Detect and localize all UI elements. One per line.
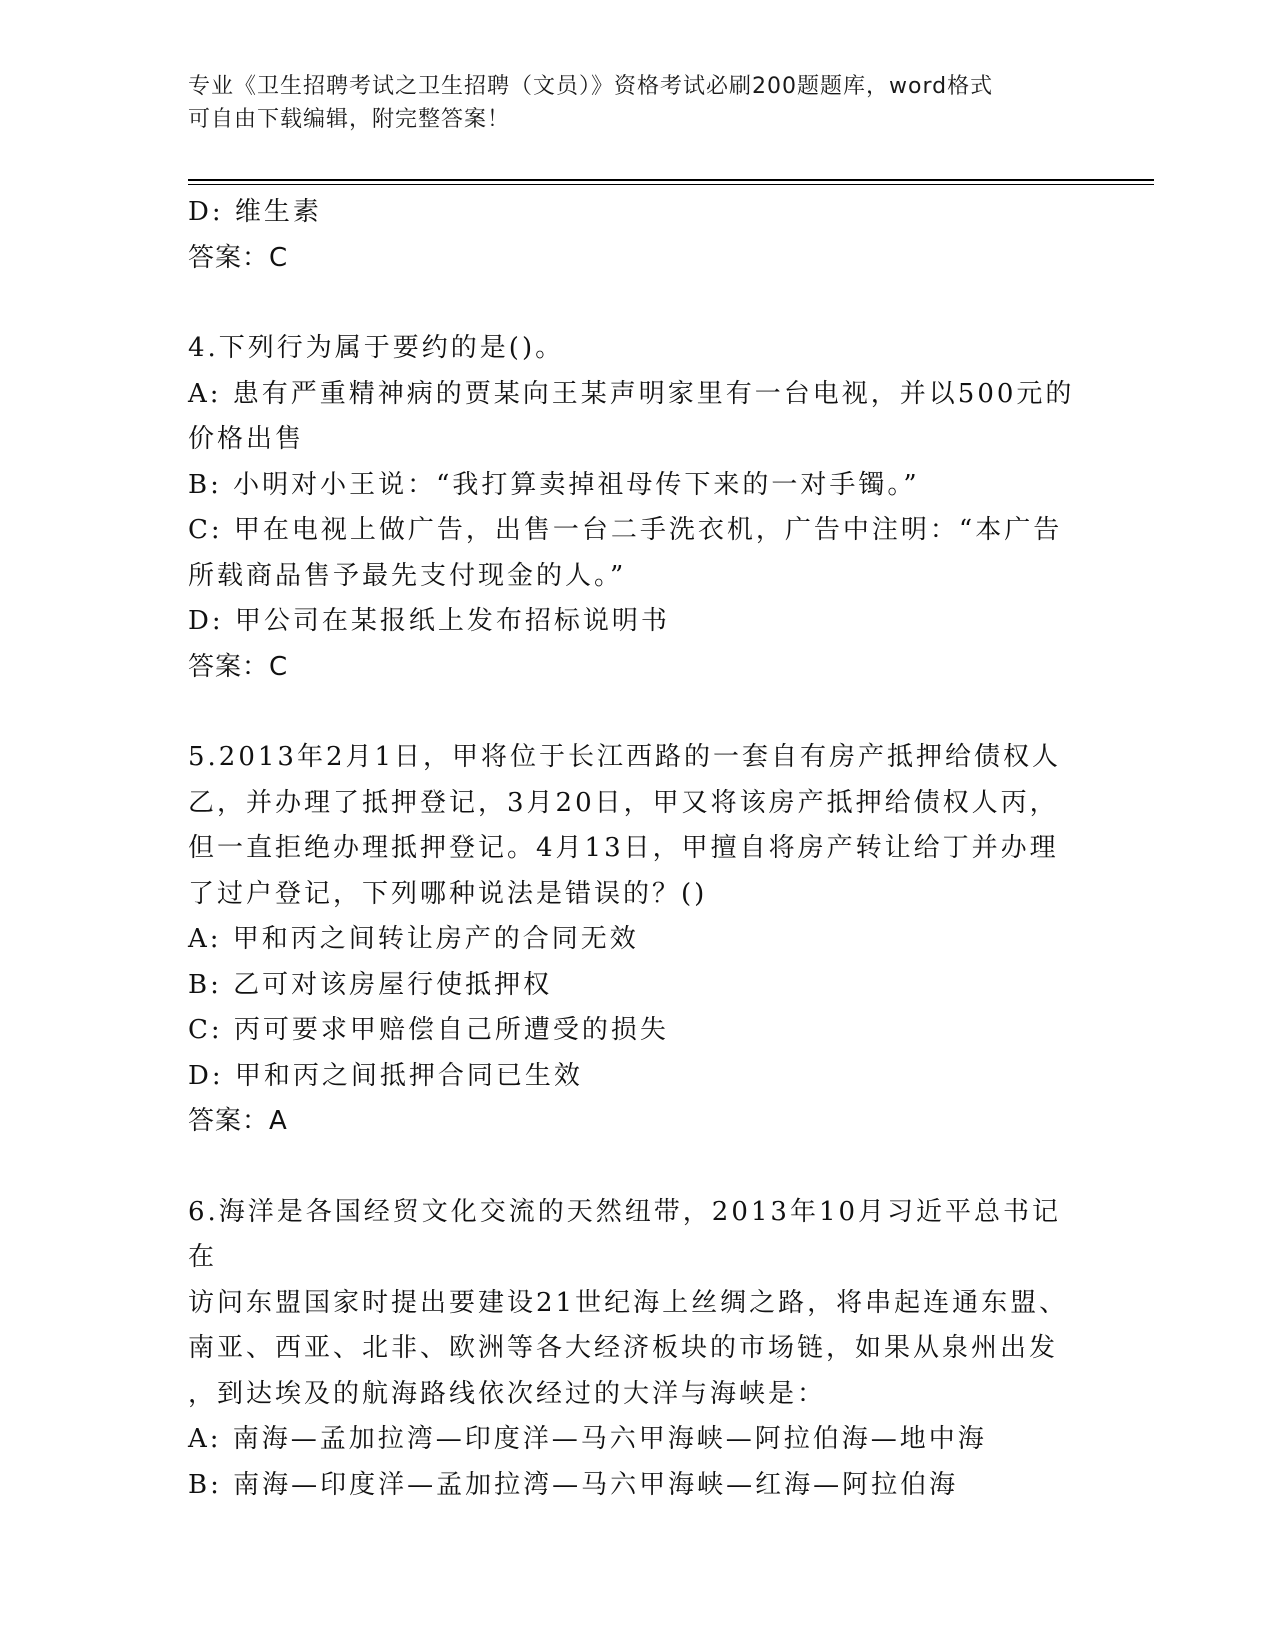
page-header	[188, 70, 1088, 136]
answer: 答案：A	[188, 1106, 288, 1136]
option-a: A: 南海—孟加拉湾—印度洋—马六甲海峡—阿拉伯海—地中海	[188, 1424, 987, 1454]
question-stem-continued: ，到达埃及的航海路线依次经过的大洋与海峡是：	[188, 1378, 827, 1409]
header-divider-thin	[188, 184, 1154, 185]
question-4	[188, 326, 1088, 690]
answer: 答案：C	[188, 242, 289, 273]
option-a: A: 甲和丙之间转让房产的合同无效	[188, 924, 639, 954]
option-d: D: 甲和丙之间抵押合同已生效	[188, 1060, 583, 1091]
question-stem-continued: 但一直拒绝办理抵押登记。4月13日，甲擅自将房产转让给丁并办理	[188, 833, 1059, 863]
header-line-1: 专业《卫生招聘考试之卫生招聘（文员）》资格考试必刷200题题库，word格式	[188, 74, 994, 99]
option-c-continued: 所载商品售予最先支付现金的人。”	[188, 560, 627, 591]
question-stem-continued: 了过户登记，下列哪种说法是错误的？()	[188, 878, 708, 909]
answer: 答案：C	[188, 651, 289, 682]
question-stem-continued: 访问东盟国家时提出要建设21世纪海上丝绸之路，将串起连通东盟、	[188, 1287, 1069, 1318]
question-stem-continued: 乙，并办理了抵押登记，3月20日，甲又将该房产抵押给债权人丙，	[188, 787, 1059, 818]
option-b: B: 乙可对该房屋行使抵押权	[188, 969, 553, 1000]
option-b: B: 南海—印度洋—孟加拉湾—马六甲海峡—红海—阿拉伯海	[188, 1469, 959, 1500]
option-b: B: 小明对小王说：“我打算卖掉祖母传下来的一对手镯。”	[188, 469, 920, 500]
question-stem: 6.海洋是各国经贸文化交流的天然纽带，2013年10月习近平总书记在	[188, 1196, 1062, 1272]
question-stem: 4.下列行为属于要约的是()。	[188, 333, 565, 363]
option-a-continued: 价格出售	[188, 424, 305, 454]
question-5	[188, 735, 1088, 1145]
question-6	[188, 1190, 1088, 1509]
option-a: A: 患有严重精神病的贾某向王某声明家里有一台电视，并以500元的	[188, 378, 1075, 409]
question-content	[188, 190, 1088, 1508]
option-c: C: 丙可要求甲赔偿自己所遭受的损失	[188, 1015, 669, 1045]
option-d: D: 甲公司在某报纸上发布招标说明书	[188, 606, 670, 636]
header-divider-thick	[188, 179, 1154, 181]
question-stem: 5.2013年2月1日，甲将位于长江西路的一套自有房产抵押给债权人	[188, 742, 1062, 772]
option-d: D: 维生素	[188, 197, 322, 227]
header-line-2: 可自由下载编辑，附完整答案！	[188, 107, 511, 132]
question-stem-continued: 南亚、西亚、北非、欧洲等各大经济板块的市场链，如果从泉州出发	[188, 1333, 1059, 1363]
question-3-tail	[188, 190, 1088, 281]
option-c: C: 甲在电视上做广告，出售一台二手洗衣机，广告中注明：“本广告	[188, 515, 1063, 545]
